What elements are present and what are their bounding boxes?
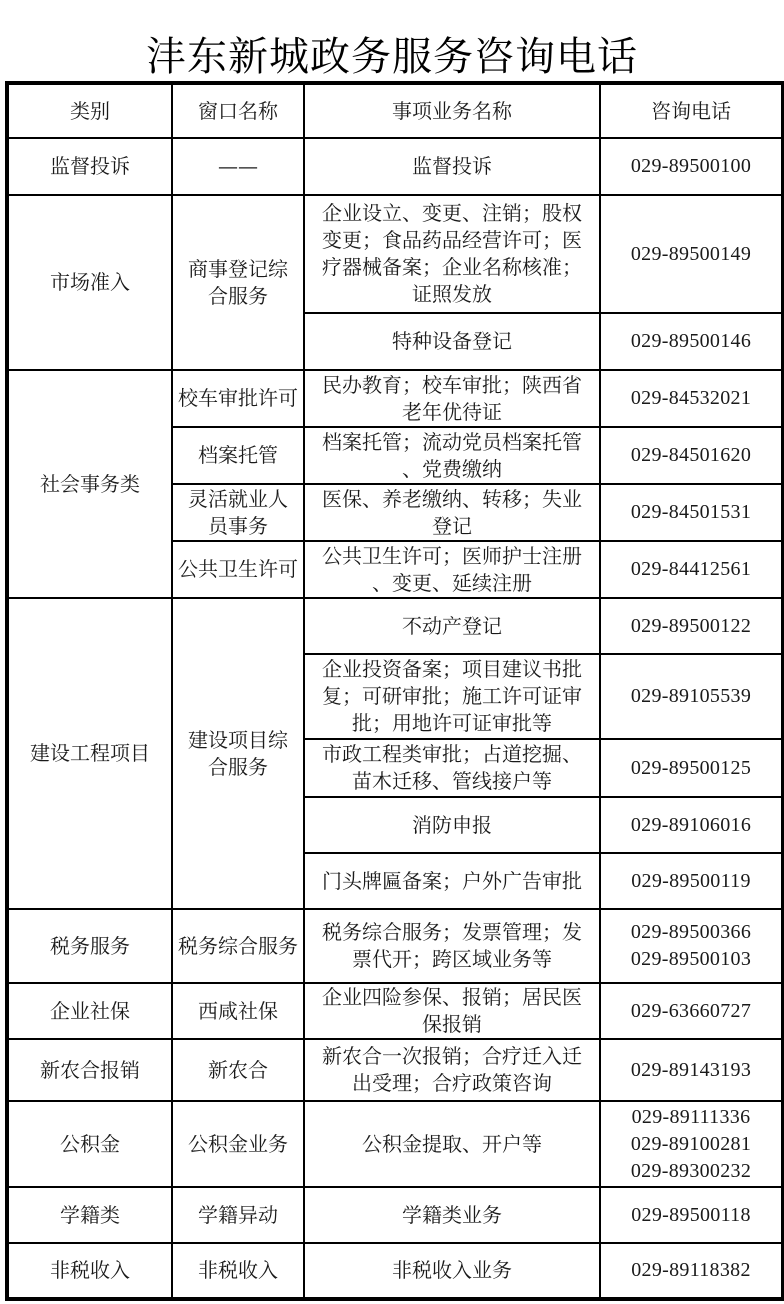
phone-cell: 029-63660727 [600,983,783,1039]
phone-cell: 029-89500149 [600,195,783,313]
window-cell [172,484,304,541]
phone-cell: 029-89105539 [600,654,783,739]
header-phone: 咨询电话 [600,83,783,138]
item-cell [304,541,600,598]
item-cell [304,654,600,739]
category-cell: 税务服务 [7,909,172,983]
item-cell [304,370,600,427]
item-line: 老年优待证 [402,399,502,424]
category-cell: 新农合报销 [7,1039,172,1101]
window-line: 灵活就业人 [188,486,288,511]
header-category: 类别 [7,83,172,138]
window-cell: 西咸社保 [172,983,304,1039]
phone-cell: 029-89500122 [600,598,783,654]
item-line: 变更；食品药品经营许可；医 [322,228,582,252]
category-cell: 建设工程项目 [7,598,172,909]
item-line: 、变更、延续注册 [372,570,532,595]
category-cell: 监督投诉 [7,138,172,195]
item-line: 档案托管；流动党员档案托管 [322,429,582,454]
category-cell: 公积金 [7,1101,172,1187]
phone-cell: 029-89118382 [600,1243,783,1299]
category-cell: 社会事务类 [7,370,172,598]
item-line: 民办教育；校车审批；陕西省 [322,372,582,397]
contact-table [5,81,784,1301]
item-cell: 消防申报 [304,797,600,853]
phone-cell: 029-84412561 [600,541,783,598]
phone-cell: 029-84501531 [600,484,783,541]
table-header-row [7,83,783,138]
table-row [7,138,783,195]
window-line: 建设项目综 [188,727,288,752]
item-cell: 不动产登记 [304,598,600,654]
item-line: 苗木迁移、管线接户等 [352,769,552,793]
window-cell [172,195,304,370]
item-cell: 监督投诉 [304,138,600,195]
item-line: 保报销 [422,1012,482,1036]
item-line: 税务综合服务；发票管理；发 [322,920,582,944]
item-line: 批；用地许可证审批等 [352,711,552,735]
phone-line: 029-89111336 [631,1105,751,1128]
table-row [7,1039,783,1101]
window-cell: 档案托管 [172,427,304,484]
phone-cell: 029-89143193 [600,1039,783,1101]
window-line: 商事登记综 [188,256,288,281]
item-line: 企业投资备案；项目建议书批 [322,657,582,681]
window-cell: 非税收入 [172,1243,304,1299]
window-cell: 公共卫生许可 [172,541,304,598]
category-cell: 企业社保 [7,983,172,1039]
item-line: 出受理；合疗政策咨询 [352,1071,552,1095]
item-line: 证照发放 [412,282,492,306]
phone-line: 029-89500366 [630,921,752,943]
phone-cell: 029-84501620 [600,427,783,484]
item-cell [304,427,600,484]
header-item: 事项业务名称 [304,83,600,138]
window-cell: 税务综合服务 [172,909,304,983]
window-cell: 校车审批许可 [172,370,304,427]
item-cell: 公积金提取、开户等 [304,1101,600,1187]
item-line: 企业四险参保、报销；居民医 [322,985,582,1009]
item-line: 医保、养老缴纳、转移；失业 [322,486,582,511]
table-row [7,983,783,1039]
table-row [7,370,783,427]
item-line: 票代开；跨区域业务等 [352,947,552,971]
header-window: 窗口名称 [172,83,304,138]
item-line: 企业设立、变更、注销；股权 [322,201,582,225]
window-line: 合服务 [208,754,268,779]
phone-cell: 029-89500100 [600,138,783,195]
item-cell [304,484,600,541]
phone-cell: 029-84532021 [600,370,783,427]
phone-cell: 029-89106016 [600,797,783,853]
table-row [7,1101,783,1187]
table-row [7,195,783,313]
item-line: 公共卫生许可；医师护士注册 [322,543,582,568]
item-cell [304,983,600,1039]
item-line: 登记 [432,513,472,538]
category-cell: 非税收入 [7,1243,172,1299]
window-cell: 公积金业务 [172,1101,304,1187]
item-cell: 非税收入业务 [304,1243,600,1299]
window-line: 合服务 [208,283,268,308]
phone-cell: 029-89500146 [600,313,783,370]
table-row [7,1243,783,1299]
item-cell: 门头牌匾备案；户外广告审批 [304,853,600,909]
item-line: 复；可研审批；施工许可证审 [322,684,582,708]
window-cell [172,598,304,909]
table-row [7,598,783,654]
item-line: 疗器械备案；企业名称核准； [322,255,582,279]
window-cell: —— [172,138,304,195]
phone-line: 029-89100281 [630,1132,752,1155]
item-cell [304,1039,600,1101]
page-title: 沣东新城政务服务咨询电话 [146,34,638,80]
phone-cell [600,909,783,983]
phone-cell [600,1101,783,1187]
phone-line: 029-89300232 [630,1159,752,1182]
item-cell: 学籍类业务 [304,1187,600,1243]
phone-cell: 029-89500125 [600,739,783,797]
window-cell: 学籍异动 [172,1187,304,1243]
table-row [7,909,783,983]
item-cell: 特种设备登记 [304,313,600,370]
phone-cell: 029-89500118 [600,1187,783,1243]
window-line: 员事务 [208,513,268,538]
phone-cell: 029-89500119 [600,853,783,909]
item-cell [304,739,600,797]
item-line: 市政工程类审批；占道挖掘、 [322,742,582,766]
window-cell: 新农合 [172,1039,304,1101]
item-cell [304,195,600,313]
item-line: 、党费缴纳 [402,456,502,481]
category-cell: 市场准入 [7,195,172,370]
phone-line: 029-89500103 [630,948,752,970]
category-cell: 学籍类 [7,1187,172,1243]
table-row [7,1187,783,1243]
item-line: 新农合一次报销；合疗迁入迁 [322,1044,582,1068]
item-cell [304,909,600,983]
